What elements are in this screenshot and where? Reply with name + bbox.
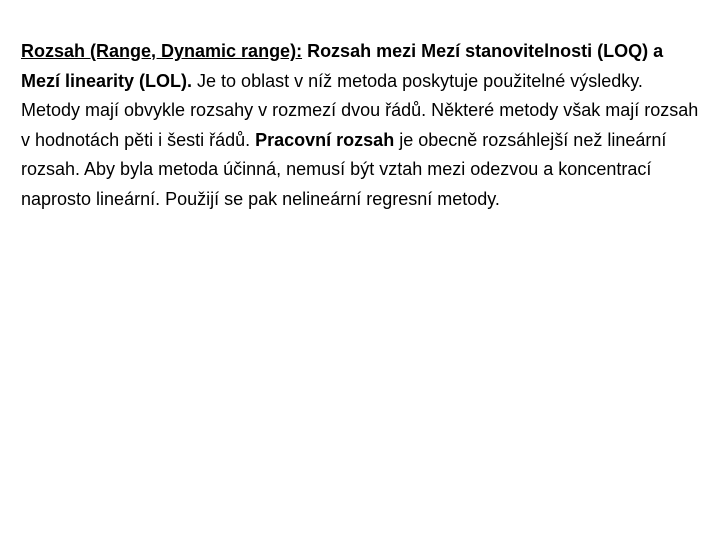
range-definition-paragraph <box>21 37 701 214</box>
working-range-term: Pracovní rozsah <box>255 129 395 150</box>
working-range-description-text: je obecně rozsáhlejší než lineární rozsah. Aby byla metoda účinná, nemusí být vztah mezi odezvou a koncentrací naprosto lineární. Použijí se pak nelineární regresní metody. <box>21 129 667 209</box>
range-definition-lead: Rozsah mezi Mezí stanovitelnosti (LOQ) a Mezí linearity (LOL). <box>21 41 664 91</box>
range-term-heading: Rozsah (Range, Dynamic range): <box>21 41 303 61</box>
range-description-text: Je to oblast v níž metoda poskytuje použitelné výsledky. Metody mají obvykle rozsahy v rozmezí dvou řádů. Některé metody však mají rozsah v hodnotách pěti i šesti řádů. <box>21 70 699 150</box>
